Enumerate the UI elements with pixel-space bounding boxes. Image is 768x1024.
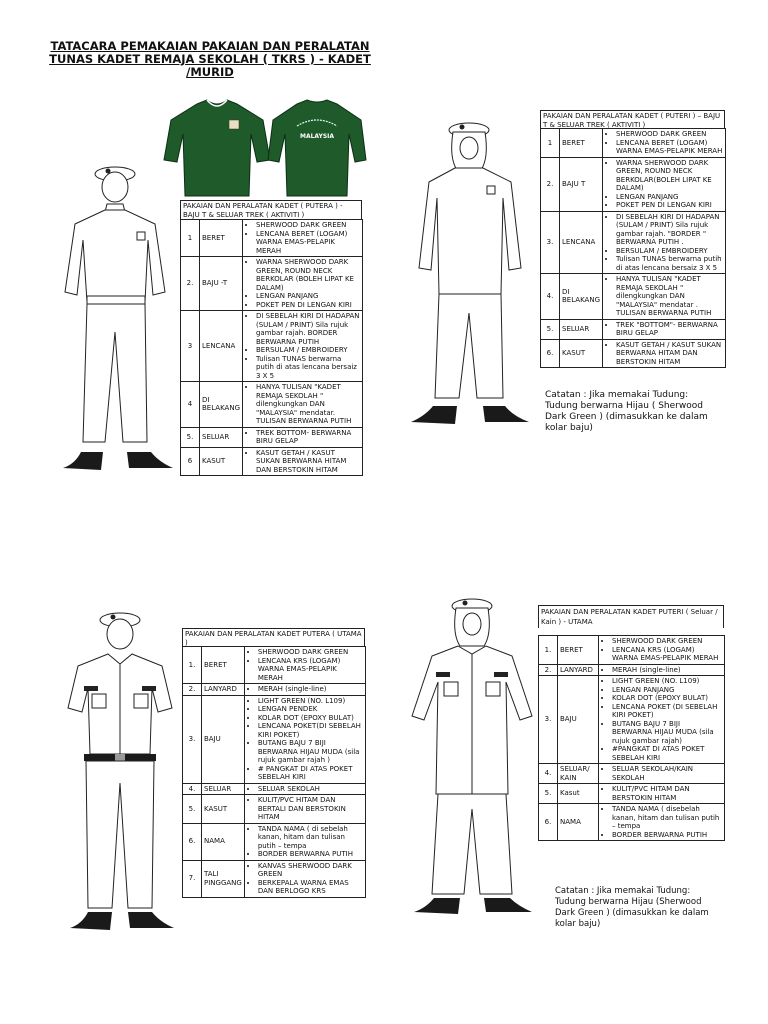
row-label: DI BELAKANG — [560, 274, 603, 320]
note-tudung-1: Catatan : Jika memakai Tudung: Tudung berwarna Hijau ( Sherwood Dark Green ) (dimasukkan ke dalam kolar baju) — [545, 390, 708, 433]
row-number: 5. — [539, 784, 558, 804]
list-item: • Tulisan TUNAS berwarna putih di atas lencana bersaiz 3 X 5 — [256, 355, 360, 381]
female-cadet-uniform-figure — [408, 594, 538, 924]
item-list — [605, 275, 723, 318]
table-row — [181, 311, 363, 382]
item-list — [245, 258, 360, 309]
row-number: 7. — [183, 860, 202, 897]
list-item: • LIGHT GREEN (NO. L109) — [612, 677, 722, 686]
row-label: KASUT — [202, 795, 245, 824]
table-row — [181, 382, 363, 428]
table-row — [183, 795, 366, 824]
item-list — [605, 213, 723, 273]
row-items — [602, 129, 725, 158]
row-number: 1 — [181, 220, 200, 257]
row-items — [244, 823, 365, 860]
row-number: 2. — [539, 664, 558, 676]
row-label: BERET — [560, 129, 603, 158]
title-line-1: TATACARA PEMAKAIAN PAKAIAN DAN PERALATAN — [50, 39, 370, 53]
list-item: • KASUT GETAH / KASUT SUKAN BERWARNA HITAM DAN BERSTOKIN HITAM — [256, 449, 360, 475]
list-item: • LENCANA BERET (LOGAM) WARNA EMAS-PELAPIK MERAH — [256, 230, 360, 256]
row-number: 4. — [539, 764, 558, 784]
row-number: 3. — [539, 676, 558, 764]
row-number: 1 — [541, 129, 560, 158]
row-number: 5. — [181, 427, 200, 447]
table-1-putera-aktiviti — [180, 219, 363, 476]
row-label: LENCANA — [200, 311, 243, 382]
row-label: SELUAR — [202, 783, 245, 795]
row-items — [599, 676, 725, 764]
female-cadet-tracksuit-figure — [405, 118, 535, 433]
table-row — [541, 339, 726, 368]
row-items — [602, 339, 725, 368]
table-2-puteri-aktiviti — [540, 128, 726, 368]
list-item: • BUTANG BAJU 7 BIJI BERWARNA HIJAU MUDA (sila rujuk gambar rajah ) — [258, 739, 363, 765]
table-row — [541, 129, 726, 158]
list-item: • HANYA TULISAN "KADET REMAJA SEKOLAH " dilengkungkan DAN "MALAYSIA" mendatar . TULISAN BERWARNA PUTIH — [616, 275, 723, 318]
list-item: • WARNA SHERWOOD DARK GREEN, ROUND NECK BERKOLAR(BOLEH LIPAT KE DALAM) — [616, 159, 723, 193]
list-item: • KULIT/PVC HITAM DAN BERSTOKIN HITAM — [612, 785, 722, 802]
row-items — [242, 382, 362, 428]
list-item: • DI SEBELAH KIRI DI HADAPAN (SULAM / PRINT) Sila rujuk gambar rajah. BORDER BERWARNA PUTIH — [256, 312, 360, 346]
row-label: LANYARD — [558, 664, 599, 676]
row-items — [599, 636, 725, 665]
shirt-back-text: MALAYSIA — [299, 133, 335, 140]
item-list — [605, 321, 723, 338]
row-label: LENCANA — [560, 211, 603, 274]
row-label: BERET — [200, 220, 243, 257]
list-item: • TREK "BOTTOM"- BERWARNA BIRU GELAP — [616, 321, 723, 338]
table-3-caption: PAKAIAN DAN PERALATAN KADET PUTERA ( UTAMA ) — [182, 628, 365, 648]
item-list — [247, 825, 363, 859]
list-item: • BERSULAM / EMBROIDERY — [256, 346, 360, 355]
row-label: LANYARD — [202, 684, 245, 696]
table-row — [181, 257, 363, 311]
table-row — [539, 636, 725, 665]
row-label: SELUAR — [200, 427, 243, 447]
list-item: • SELUAR SEKOLAH/KAIN SEKOLAH — [612, 765, 722, 782]
item-list — [247, 796, 363, 822]
list-item: • TREK BOTTOM- BERWARNA BIRU GELAP — [256, 429, 360, 446]
row-number: 4. — [541, 274, 560, 320]
note-tudung-2: Catatan : Jika memakai Tudung: Tudung berwarna Hijau (Sherwood Dark Green ) (dimasukkan ke dalam kolar baju) — [555, 886, 709, 929]
list-item: • KANVAS SHERWOOD DARK GREEN — [258, 862, 363, 879]
row-number: 1. — [539, 636, 558, 665]
item-list — [601, 785, 722, 802]
table-3-putera-utama — [182, 646, 366, 898]
item-list — [247, 685, 363, 694]
table-row — [539, 764, 725, 784]
row-items — [242, 311, 362, 382]
item-list — [605, 341, 723, 367]
row-items — [242, 220, 362, 257]
table-4-puteri-utama — [538, 635, 725, 841]
list-item: • DI SEBELAH KIRI DI HADAPAN (SULAM / PRINT) Sila rujuk gambar rajah. "BORDER " BERWARNA PUTIH . — [616, 213, 723, 247]
table-row — [181, 220, 363, 257]
list-item: • MERAH (single-line) — [258, 685, 363, 694]
row-number: 5. — [183, 795, 202, 824]
row-items — [244, 860, 365, 897]
table-row — [183, 860, 366, 897]
row-number: 2. — [181, 257, 200, 311]
item-list — [245, 429, 360, 446]
row-label: SELUAR/ KAIN — [558, 764, 599, 784]
row-items — [244, 647, 365, 684]
row-number: 6. — [541, 339, 560, 368]
row-label: BAJU -T — [200, 257, 243, 311]
row-label: SELUAR — [560, 319, 603, 339]
list-item: • LENCANA POKET (DI SEBELAH KIRI POKET) — [612, 703, 722, 720]
row-items — [599, 664, 725, 676]
row-items — [244, 684, 365, 696]
list-item: • LENCANA KRS (LOGAM) WARNA EMAS-PELAPIK MERAH — [612, 646, 722, 663]
table-row — [539, 804, 725, 841]
item-list — [247, 785, 363, 794]
list-item: • KOLAR DOT (EPOXY BULAT) — [612, 694, 722, 703]
row-label: BERET — [202, 647, 245, 684]
list-item: • Tulisan TUNAS berwarna putih di atas lencana bersaiz 3 X 5 — [616, 255, 723, 272]
row-label: BERET — [558, 636, 599, 665]
table-row — [541, 211, 726, 274]
list-item: • POKET PEN DI LENGAN KIRI — [616, 201, 723, 210]
list-item: • KULIT/PVC HITAM DAN BERTALI DAN BERSTOKIN HITAM — [258, 796, 363, 822]
row-items — [244, 695, 365, 783]
list-item: • LENGAN PANJANG — [616, 193, 723, 202]
list-item: • BORDER BERWARNA PUTIH — [612, 831, 722, 840]
list-item: • MERAH (single-line) — [612, 666, 722, 675]
male-cadet-tracksuit-figure — [55, 162, 180, 477]
table-4-caption: PAKAIAN DAN PERALATAN KADET PUTERI ( Seluar / Kain ) - UTAMA — [538, 605, 724, 628]
list-item: • POKET PEN DI LENGAN KIRI — [256, 301, 360, 310]
row-number: 2. — [541, 157, 560, 211]
list-item: • HANYA TULISAN "KADET REMAJA SEKOLAH " dilengkungkan DAN "MALAYSIA" mendatar. TULISAN BERWARNA PUTIH — [256, 383, 360, 426]
row-number: 3. — [183, 695, 202, 783]
list-item: • TANDA NAMA ( di sebelah kanan, hitam dan tulisan putih – tempa — [258, 825, 363, 851]
title-line-2: TUNAS KADET REMAJA SEKOLAH ( TKRS ) - KADET — [49, 52, 371, 66]
item-list — [245, 449, 360, 475]
list-item: • #PANGKAT DI ATAS POKET SEBELAH KIRI — [612, 745, 722, 762]
row-number: 2. — [183, 684, 202, 696]
list-item: • BERSULAM / EMBROIDERY — [616, 247, 723, 256]
row-number: 6. — [539, 804, 558, 841]
row-label: BAJU T — [560, 157, 603, 211]
row-items — [244, 783, 365, 795]
list-item: • BERKEPALA WARNA EMAS DAN BERLOGO KRS — [258, 879, 363, 896]
list-item: • BUTANG BAJU 7 BIJI BERWARNA HIJAU MUDA (sila rujuk gambar rajah) — [612, 720, 722, 746]
row-items — [242, 447, 362, 476]
row-number: 6 — [181, 447, 200, 476]
list-item: • TANDA NAMA ( disebelah kanan, hitam dan tulisan putih – tempa — [612, 805, 722, 831]
item-list — [601, 805, 722, 839]
list-item: • # PANGKAT DI ATAS POKET SEBELAH KIRI — [258, 765, 363, 782]
table-2-caption: PAKAIAN DAN PERALATAN KADET ( PUTERI ) – BAJU T & SELUAR TREK ( AKTIVITI ) — [540, 110, 725, 130]
item-list — [247, 648, 363, 682]
row-number: 4. — [183, 783, 202, 795]
table-row — [539, 676, 725, 764]
row-label: KASUT — [560, 339, 603, 368]
item-list — [601, 637, 722, 663]
item-list — [247, 697, 363, 782]
list-item: • SELUAR SEKOLAH — [258, 785, 363, 794]
list-item: • SHERWOOD DARK GREEN — [612, 637, 722, 646]
row-label: TALI PINGGANG — [202, 860, 245, 897]
table-row — [183, 684, 366, 696]
row-items — [242, 427, 362, 447]
row-items — [602, 274, 725, 320]
table-row — [541, 319, 726, 339]
list-item: • LENGAN PANJANG — [256, 292, 360, 301]
row-number: 3 — [181, 311, 200, 382]
title-line-3: /MURID — [186, 65, 234, 79]
row-items — [602, 211, 725, 274]
list-item: • SHERWOOD DARK GREEN — [258, 648, 363, 657]
table-row — [539, 664, 725, 676]
row-label: DI BELAKANG — [200, 382, 243, 428]
item-list — [245, 221, 360, 255]
list-item: • KASUT GETAH / KASUT SUKAN BERWARNA HITAM DAN BERSTOKIN HITAM — [616, 341, 723, 367]
row-label: Kasut — [558, 784, 599, 804]
item-list — [245, 312, 360, 380]
row-number: 3. — [541, 211, 560, 274]
table-row — [539, 784, 725, 804]
list-item: • LENGAN PANJANG — [612, 686, 722, 695]
row-label: BAJU — [558, 676, 599, 764]
item-list — [605, 159, 723, 210]
row-items — [599, 804, 725, 841]
row-label: NAMA — [558, 804, 599, 841]
row-items — [602, 157, 725, 211]
table-row — [181, 427, 363, 447]
table-row — [181, 447, 363, 476]
list-item: • LENCANA BERET (LOGAM) WARNA EMAS-PELAPIK MERAH — [616, 139, 723, 156]
item-list — [247, 862, 363, 896]
row-number: 5. — [541, 319, 560, 339]
table-row — [541, 157, 726, 211]
item-list — [605, 130, 723, 156]
row-number: 6. — [183, 823, 202, 860]
row-number: 1. — [183, 647, 202, 684]
table-row — [183, 647, 366, 684]
list-item: • SHERWOOD DARK GREEN — [256, 221, 360, 230]
document-title — [40, 40, 380, 79]
table-1-caption: PAKAIAN DAN PERALATAN KADET ( PUTERA ) - BAJU T & SELUAR TREK ( AKTIVITI ) — [180, 200, 362, 220]
list-item: • BORDER BERWARNA PUTIH — [258, 850, 363, 859]
list-item: • LENCANA KRS (LOGAM) WARNA EMAS-PELAPIK MERAH — [258, 657, 363, 683]
row-label: KASUT — [200, 447, 243, 476]
item-list — [601, 666, 722, 675]
row-number: 4 — [181, 382, 200, 428]
row-items — [602, 319, 725, 339]
table-row — [183, 823, 366, 860]
list-item: • LENGAN PENDEK — [258, 705, 363, 714]
table-row — [183, 695, 366, 783]
row-items — [242, 257, 362, 311]
item-list — [601, 765, 722, 782]
table-row — [183, 783, 366, 795]
list-item: • KOLAR DOT (EPOXY BULAT) — [258, 714, 363, 723]
list-item: • SHERWOOD DARK GREEN — [616, 130, 723, 139]
list-item: • WARNA SHERWOOD DARK GREEN, ROUND NECK BERKOLAR (BOLEH LIPAT KE DALAM) — [256, 258, 360, 292]
row-items — [599, 764, 725, 784]
item-list — [245, 383, 360, 426]
table-row — [541, 274, 726, 320]
item-list — [601, 677, 722, 762]
male-cadet-uniform-figure — [60, 608, 185, 938]
green-tshirt-back-illustration — [267, 98, 367, 198]
row-label: NAMA — [202, 823, 245, 860]
row-label: BAJU — [202, 695, 245, 783]
list-item: • LENCANA POKET(DI SEBELAH KIRI POKET) — [258, 722, 363, 739]
row-items — [599, 784, 725, 804]
list-item: • LIGHT GREEN (NO. L109) — [258, 697, 363, 706]
row-items — [244, 795, 365, 824]
